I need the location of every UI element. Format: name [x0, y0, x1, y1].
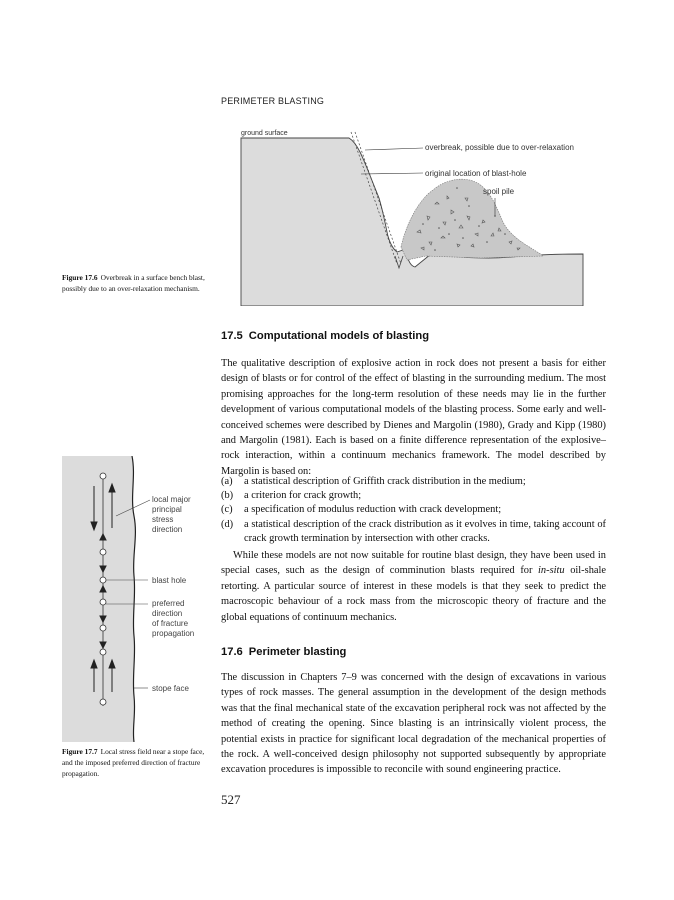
blast-hole-label: original location of blast-hole [425, 169, 527, 178]
preferred-label-line-3: of fracture [152, 619, 189, 628]
stope-face-label: stope face [152, 684, 189, 693]
paragraph-17-5-intro: The qualitative description of explosive action in rock does not present a basis for either design of blasts or for control of the effect of blasting in the surrounding medium. The most promising approaches for the long-term resolution of these needs may lie in the further development of various computational models of the blasting process. Some early and well-conceived schemes were described by Dienes and Margolin (1980), Grady and Kipp (1980) and Margolin (1981). Each is based on a finite difference representation of the explosive–rock interaction, within a continuum mechanics framework. The model described by Margolin is based on: [221, 358, 606, 477]
figure-17-6-label: Figure 17.6 [62, 273, 98, 282]
italic-in-situ: in-situ [538, 565, 565, 577]
list-text: a statistical description of Griffith crack distribution in the medium; [244, 476, 526, 487]
model-criteria-list [221, 475, 606, 546]
list-text: a specification of modulus reduction with crack development; [244, 504, 502, 516]
stress-label-line-3: stress [152, 515, 174, 524]
paragraph-17-6: The discussion in Chapters 7–9 was concerned with the design of excavations in various types of rock masses. The general assumption in the development of the design methods was that the final mechanical state of the excavation peripheral rock was not affected by the method of creating the opening. Since blasting is an intrinsically violent process, the potential exists in practice for significant local degradation of the mechanical properties of the rock. A well-conceived design philosophy not supported subsequently by appropriate excavation procedures is impossible to reconcile with sound engineering practice. [221, 672, 606, 776]
section-heading-17-5 [221, 330, 429, 342]
figure-17-7-caption [62, 746, 212, 779]
list-marker: (a) [221, 476, 233, 487]
section-title: Perimeter blasting [248, 646, 347, 658]
list-item [221, 475, 606, 489]
overbreak-label: overbreak, possible due to over-relaxation [425, 143, 574, 152]
figure-17-7-label: Figure 17.7 [62, 747, 98, 756]
stress-label-line-2: principal [152, 505, 182, 514]
list-text: a criterion for crack growth; [244, 490, 362, 502]
stope-face-diagram [62, 456, 212, 742]
bench-blast-diagram [221, 124, 605, 306]
list-item [221, 503, 606, 517]
list-text: a statistical description of the crack distribution as it evolves in time, taking account of crack growth termination by intersection with other cracks. [244, 518, 606, 544]
figure-17-6-caption-text: Overbreak in a surface bench blast, possibly due to an over-relaxation mechanism. [62, 273, 205, 293]
list-item [221, 518, 606, 546]
preferred-label-line-4: propagation [152, 629, 195, 638]
section-title: Computational models of blasting [248, 330, 430, 342]
page-number: 527 [221, 792, 241, 807]
rock-mass [62, 456, 135, 742]
figure-17-7 [62, 456, 212, 742]
figure-17-6-caption [62, 272, 212, 294]
figure-17-6 [221, 124, 605, 306]
blast-hole-label: blast hole [152, 576, 187, 585]
stress-label-line-1: local major [152, 495, 191, 504]
paragraph-17-5-models: While these models are not now suitable for routine blast design, they have been used in special cases, such as the design of comminution blasts required for in-situ oil-shale retorting. A particular source of interest in these models is that they seek to predict the macroscopic behaviour of a rock mass from the microscopic theory of fracture and the global equations of continuum mechanics. [221, 550, 606, 623]
preferred-label-line-1: preferred [152, 599, 185, 608]
spoil-pile-label: spoil pile [483, 187, 515, 196]
ground-surface-label: ground surface [241, 130, 288, 137]
list-item [221, 489, 606, 503]
running-header: PERIMETER BLASTING [221, 96, 325, 106]
stress-label-line-4: direction [152, 525, 183, 534]
section-number: 17.6 [221, 646, 243, 658]
list-marker: (d) [221, 518, 234, 530]
list-marker: (b) [221, 490, 234, 502]
figure-17-7-caption-text: Local stress field near a stope face, and the imposed preferred direction of fracture propagation. [62, 747, 205, 778]
section-heading-17-6 [221, 646, 346, 658]
section-number: 17.5 [221, 330, 243, 342]
list-marker: (c) [221, 504, 233, 516]
preferred-label-line-2: direction [152, 609, 183, 618]
